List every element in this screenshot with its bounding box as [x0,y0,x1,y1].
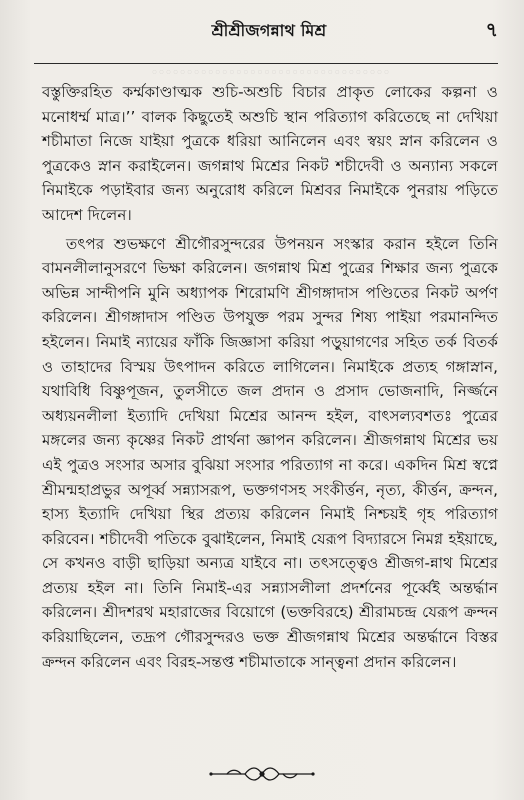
page-title: শ্রীশ্রীজগন্নাথ মিশ্র [211,21,327,40]
body-text [42,80,498,674]
page-number: ৭ [485,19,498,41]
floral-divider-icon [0,764,524,788]
paragraph-1: বস্তুক্তিরহিত কর্ম্মকাণ্ডাত্মক শুচি-অশুচি বিচার প্রাকৃত লোকের কল্পনা ও মনোধর্ম্ম মাত্র।’’ বালক কিছুতেই অশুচি স্থান পরিত্যাগ করিতেছে না দেখিয়া শচীমাতা নিজে যাইয়া পুত্রকে ধরিয়া আনিলেন এবং স্বয়ং স্নান করিলেন ও পুত্রকেও স্নান করাইলেন। জগন্নাথ মিশ্রের নিকট শচীদেবী ও অন্যান্য সকলে নিমাইকে পড়াইবার জন্য অনুরোধ করিলে মিশ্রবর নিমাইকে পুনরায় পড়িতে আদেশ দিলেন। [42,83,498,224]
show-through-text: ◦◦◦◦◦◦◦◦◦◦◦◦◦◦◦◦◦◦◦◦◦◦◦◦◦◦◦◦◦◦◦◦◦◦ [150,66,390,79]
header-divider [34,63,498,64]
running-header [38,14,500,44]
paragraph-2: তৎপর শুভক্ষণে শ্রীগৌরসুন্দরের উপনয়ন সংস্কার করান হইলে তিনি বামনলীলানুসরণে ভিক্ষা করিলেন। জগন্নাথ মিশ্র পুত্রের শিক্ষার জন্য পুত্রকে অভিন্ন সান্দীপনি মুনি অধ্যাপক শিরোমণি শ্রীগঙ্গাদাস পণ্ডিতের নিকট অর্পণ করিলেন। শ্রীগঙ্গাদাস পণ্ডিত উপযুক্ত পরম সুন্দর শিষ্য পাইয়া পরমানন্দিত হইলেন। নিমাই ন্যায়ের ফাঁকি জিজ্ঞাসা করিয়া পড়ুয়াগণের সহিত তর্ক বিতর্ক ও তাহাদের বিস্ময় উৎপাদন করিতে লাগিলেন। নিমাইকে প্রত্যহ গঙ্গাস্নান, যথাবিধি বিষ্ণুপূজন, তুলসীতে জল প্রদান ও প্রসাদ ভোজনাদি, নির্জ্জনে অধ্যয়নলীলা ইত্যাদি দেখিয়া মিশ্রের আনন্দ হইল, বাৎসল্যবশতঃ পুত্রের মঙ্গলের জন্য কৃষ্ণের নিকট প্রার্থনা জ্ঞাপন করিলেন। শ্রীজগন্নাথ মিশ্রের ভয় এই পুত্রও সংসার অসার বুঝিয়া সংসার পরিত্যাগ না করে। একদিন মিশ্র স্বপ্নে শ্রীমন্মহাপ্রভুর অপূর্ব্ব সন্ন্যাসরূপ, ভক্তগণসহ সংকীর্ত্তন, নৃত্য, কীর্ত্তন, ক্রন্দন, হাস্য ইত্যাদি দেখিয়া স্থির প্রত্যয় করিলেন নিমাই নিশ্চয়ই গৃহ পরিত্যাগ করিবেন। শচীদেবী পতিকে বুঝাইলেন, নিমাই যেরূপ বিদ্যারসে নিমগ্ন হইয়াছে, সে কখনও বাড়ী ছাড়িয়া অন্যত্র যাইবে না। তৎসত্ত্বেও শ্রীজগ-ন্নাথ মিশ্রের প্রত্যয় হইল না। তিনি নিমাই-এর সন্ন্যাসলীলা প্রদর্শনের পূর্ব্বেই অন্তর্দ্ধান করিলেন। শ্রীদশরথ মহারাজের বিয়োগে (ভক্তবিরহে) শ্রীরামচন্দ্র যেরূপ ক্রন্দন করিয়াছিলেন, তদ্রূপ গৌরসুন্দরও ভক্ত শ্রীজগন্নাথ মিশ্রের অন্তর্দ্ধানে বিস্তর ক্রন্দন করিলেন এবং বিরহ-সন্তপ্ত শচীমাতাকে সান্ত্বনা প্রদান করিলেন। [42,234,498,671]
